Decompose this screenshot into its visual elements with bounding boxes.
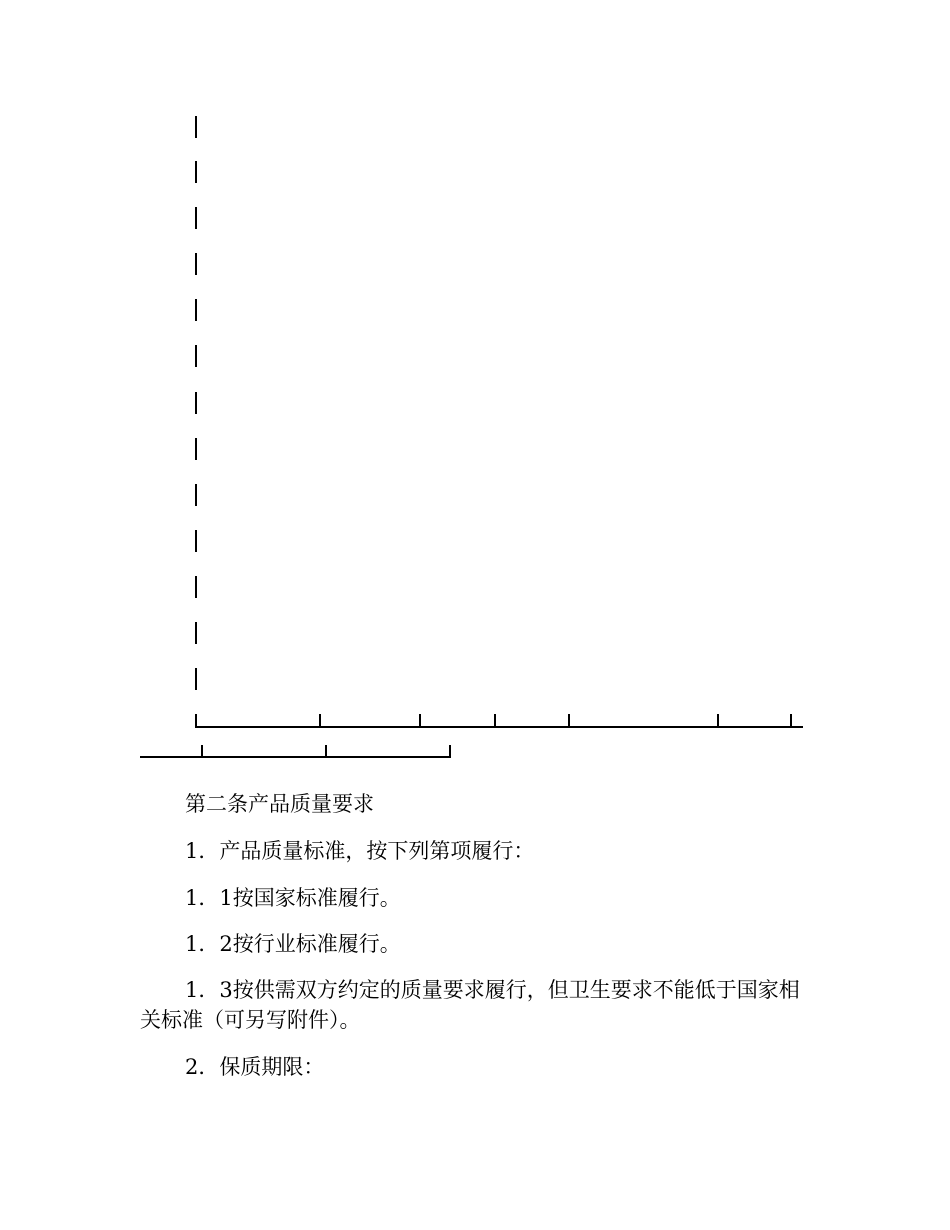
table-border-segment bbox=[195, 530, 197, 552]
column-tick bbox=[201, 745, 203, 757]
table-border-segment bbox=[195, 438, 197, 460]
clause-item: 1．1按国家标准履行。 bbox=[185, 886, 401, 910]
table-border-segment bbox=[195, 299, 197, 321]
column-tick bbox=[449, 745, 451, 757]
table-border-segment bbox=[195, 484, 197, 506]
table-border-segment bbox=[195, 345, 197, 367]
table-border-segment bbox=[195, 116, 197, 138]
table-border-segment bbox=[195, 207, 197, 229]
column-tick bbox=[195, 714, 197, 726]
column-tick bbox=[319, 714, 321, 726]
column-tick bbox=[325, 745, 327, 757]
table-border-segment bbox=[195, 576, 197, 598]
column-tick bbox=[568, 714, 570, 726]
table-bottom-line bbox=[140, 756, 451, 758]
clause-item: 1．产品质量标准，按下列第项履行： bbox=[185, 839, 535, 863]
clause-item: 2．保质期限： bbox=[185, 1055, 325, 1079]
section-heading: 第二条产品质量要求 bbox=[185, 792, 374, 816]
table-border-segment bbox=[195, 161, 197, 183]
column-tick bbox=[790, 714, 792, 726]
table-border-segment bbox=[195, 668, 197, 690]
clause-item: 1．3按供需双方约定的质量要求履行，但卫生要求不能低于国家相关标准（可另写附件）。 bbox=[140, 978, 800, 1032]
table-border-segment bbox=[195, 392, 197, 414]
table-bottom-line bbox=[195, 726, 803, 728]
column-tick bbox=[717, 714, 719, 726]
column-tick bbox=[494, 714, 496, 726]
table-border-segment bbox=[195, 253, 197, 275]
clause-item: 1．2按行业标准履行。 bbox=[185, 932, 401, 956]
table-border-segment bbox=[195, 622, 197, 644]
column-tick bbox=[419, 714, 421, 726]
